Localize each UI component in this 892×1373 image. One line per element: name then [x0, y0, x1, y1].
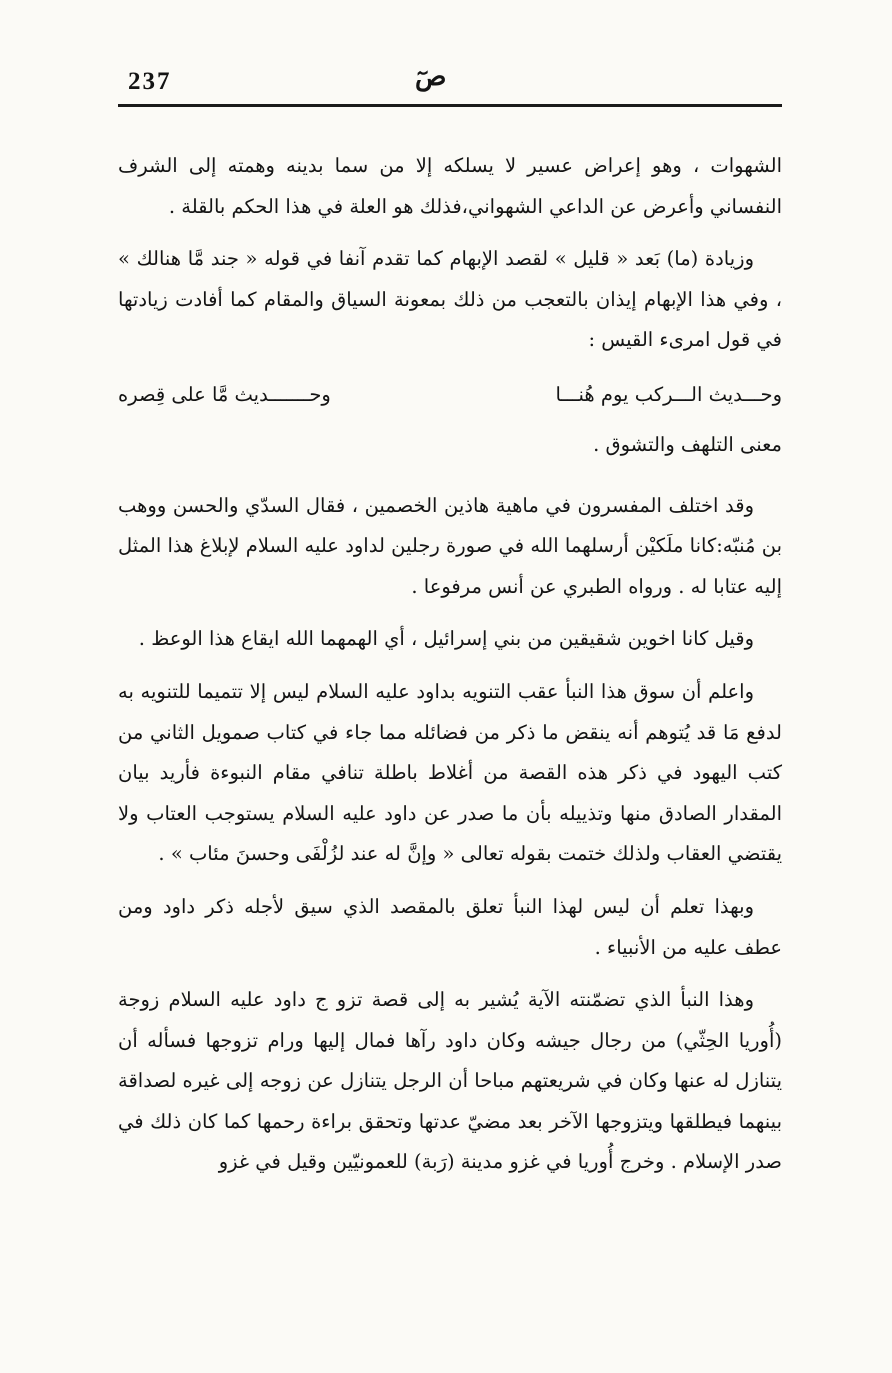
verse-commentary: معنى التلهف والتشوق .	[593, 432, 782, 456]
paragraph-3: وقد اختلف المفسرون في ماهية هاذين الخصمين ، فقال السدّي والحسن ووهب بن مُنبّه:كانا ملَكيْن أرسلهما الله في صورة رجلين لداود عليه السلام لإبلاغ هذا المثل إليه عتابا له . ورواه الطبري عن أنس مرفوعا .	[118, 493, 782, 598]
verse-second-hemistich: وحـــــــديث مَّا على قِصره	[118, 382, 331, 406]
paragraph-1: الشهوات ، وهو إعراض عسير لا يسلكه إلا من سما بدينه وهمته إلى الشرف النفساني وأعرض عن الداعي الشهواني،فذلك هو العلة في هذا الحكم بالقلة .	[118, 154, 782, 218]
paragraph-5: واعلم أن سوق هذا النبأ عقب التنويه بداود عليه السلام ليس إلا تتميما للتنويه به لدفع مَا قد يُتوهم أنه ينقض ما ذكر من فضائله مما جاء في كتاب صمويل الثاني من كتب اليهود في ذكر هذه القصة من أغلاط باطلة تنافي مقام النبوءة فأريد بيان المقدار الصادق منها وتذييله بأن ما صدر عن داود عليه السلام يستوجب العتاب ولا يقتضي العقاب ولذلك ختمت بقوله تعالى « وإنَّ له عند لزُلْفَى وحسنَ مئاب » .	[118, 679, 782, 866]
header-divider	[118, 104, 782, 107]
paragraph-4: وقيل كانا اخوين شقيقين من بني إسرائيل ، أي الهمهما الله ايقاع هذا الوعظ .	[138, 627, 754, 651]
verse-first-hemistich: وحـــديث الـــركب يوم هُنـــا	[555, 382, 782, 406]
page-number: 237	[128, 68, 172, 95]
paragraph-2: وزيادة (ما) بَعد « قليل » لقصد الإبهام كما تقدم آنفا في قوله « جند مَّا هنالك » ، وفي هذا الإبهام إيذان بالتعجب من ذلك بمعونة السياق والمقام كما أفادت زيادتها في قول امرىء القيس :	[118, 247, 782, 352]
poetry-verse	[118, 373, 782, 417]
page-header	[120, 62, 780, 106]
page-body	[118, 146, 782, 1195]
surah-marker: صٓ	[415, 62, 447, 92]
paragraph-6: وبهذا تعلم أن ليس لهذا النبأ تعلق بالمقصد الذي سيق لأجله ذكر داود ومن عطف عليه من الأنبياء .	[118, 894, 782, 959]
paragraph-7: وهذا النبأ الذي تضمّنته الآية يُشير به إلى قصة تزو ج داود عليه السلام زوجة (أُوريا الحِثّي) من رجال جيشه وكان داود رآها فمال إليها ورام تزوجها فسأله أن يتنازل له عنها وكان في شريعتهم مباحا أن الرجل يتنازل عن زوجه إلى غيره لصداقة بينهما فيطلقها ويتزوجها الآخر بعد مضيّ عدتها وتحقق براءة رحمها كما كان ذلك في صدر الإسلام . وخرج أُوريا في غزو مدينة (رَبة) للعمونيّين وقيل في غزو	[118, 988, 782, 1174]
